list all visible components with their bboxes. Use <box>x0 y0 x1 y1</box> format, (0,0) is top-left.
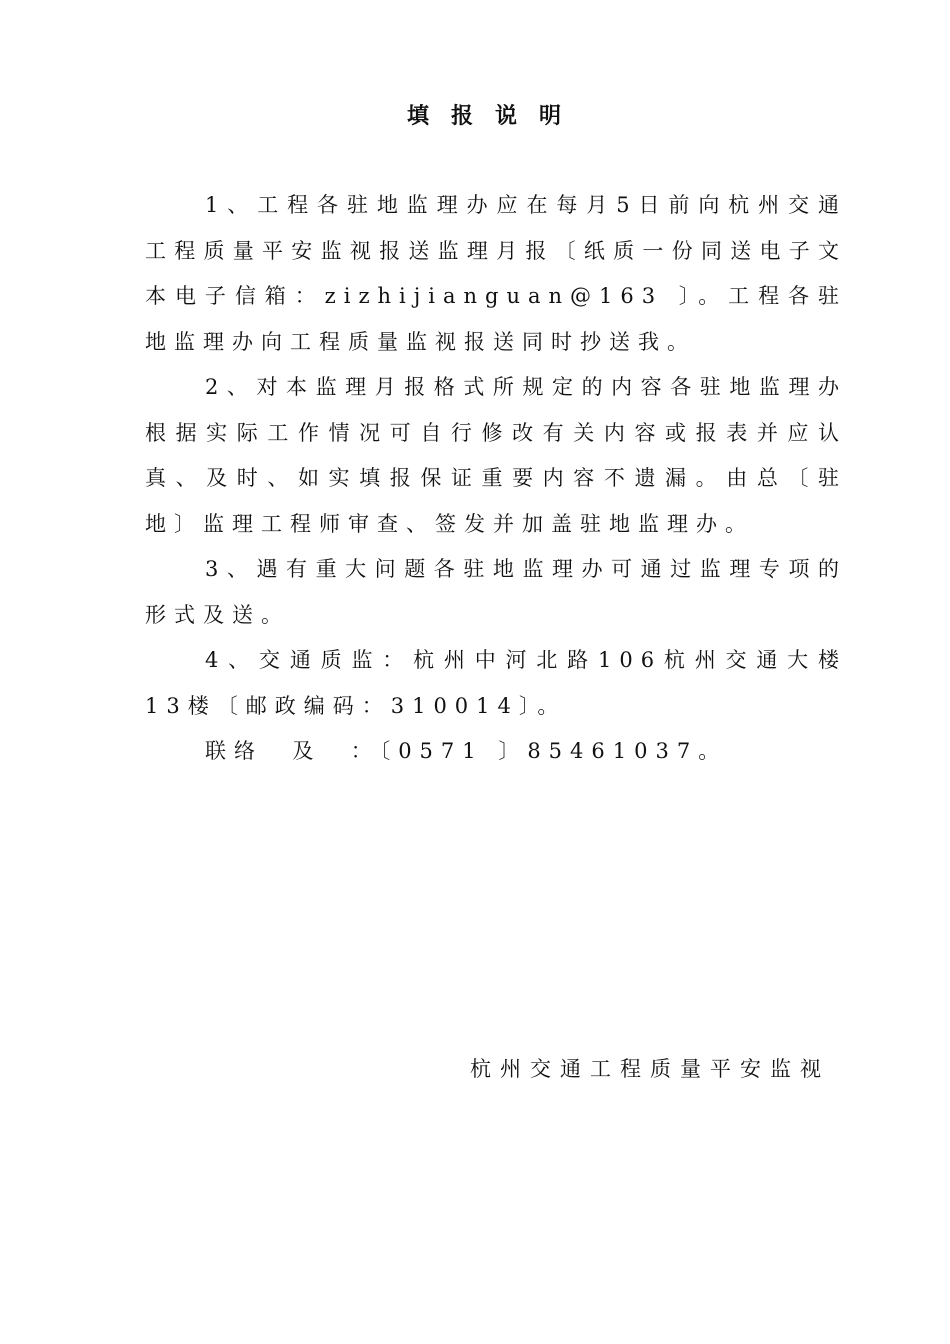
instruction-paragraph-1: 1、工程各驻地监理办应在每月5日前向杭州交通工程质量平安监视报送监理月报〔纸质一份同送电子文本电子信箱：zizhijianguan@163 〕。工程各驻地监理办向工程质量监视报送同时抄送我。 <box>145 193 847 354</box>
instructions-body <box>145 183 847 775</box>
instruction-paragraph-4: 4、交通质监：杭州中河北路106杭州交通大楼13楼〔邮政编码：310014〕。 <box>145 648 847 718</box>
signature-organization: 杭州交通工程质量平安监视 <box>470 1057 830 1081</box>
instruction-paragraph-2: 2、对本监理月报格式所规定的内容各驻地监理办根据实际工作情况可自行修改有关内容或报表并应认真、及时、如实填报保证重要内容不遗漏。由总〔驻地〕监理工程师审查、签发并加盖驻地监理办。 <box>145 375 847 536</box>
instruction-paragraph-3: 3、遇有重大问题各驻地监理办可通过监理专项的形式及送。 <box>145 557 847 627</box>
contact-line: 联络 及 ：〔0571 〕85461037。 <box>205 739 728 763</box>
document-title: 填报说明 <box>406 103 583 129</box>
